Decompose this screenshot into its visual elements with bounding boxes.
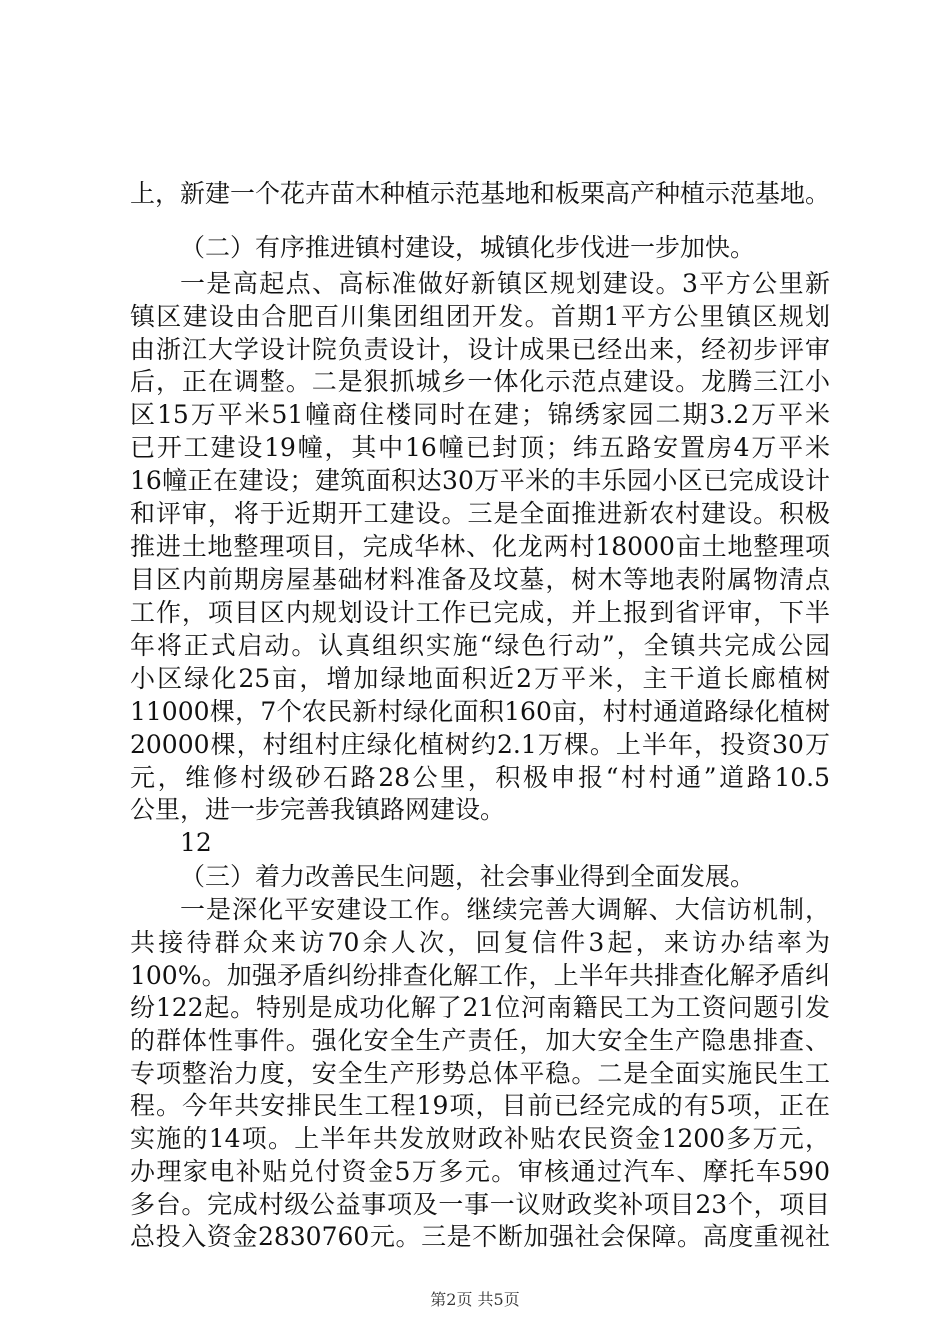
paragraph-line: 程。今年共安排民生工程19项，目前已经完成的有5项，正在 — [130, 1091, 830, 1120]
paragraph-line: 推进土地整理项目，完成华林、化龙两村18000亩土地整理项 — [130, 532, 830, 561]
paragraph-line: 专项整治力度，安全生产形势总体平稳。二是全面实施民生工 — [130, 1059, 830, 1088]
paragraph-line: 16幢正在建设；建筑面积达30万平米的丰乐园小区已完成设计 — [130, 466, 830, 495]
paragraph-line: 一是深化平安建设工作。继续完善大调解、大信访机制， — [180, 895, 830, 924]
section-heading-2: （二）有序推进镇村建设，城镇化步伐进一步加快。 — [180, 233, 756, 262]
paragraph-line: 年将正式启动。认真组织实施“绿色行动”，全镇共完成公园 — [130, 631, 830, 660]
paragraph-line: 已开工建设19幢，其中16幢已封顶；纬五路安置房4万平米 — [130, 433, 830, 462]
paragraph-line: 目区内前期房屋基础材料准备及坟墓，树木等地表附属物清点 — [130, 565, 830, 594]
paragraph-line: 工作，项目区内规划设计工作已完成，并上报到省评审，下半 — [130, 598, 830, 627]
page-footer: 第2页 共5页 — [430, 1290, 520, 1309]
paragraph-line: 多台。完成村级公益事项及一事一议财政奖补项目23个，项目 — [130, 1190, 830, 1219]
paragraph-line: 实施的14项。上半年共发放财政补贴农民资金1200多万元， — [130, 1124, 830, 1153]
paragraph-line: 一是高起点、高标准做好新镇区规划建设。3平方公里新 — [180, 269, 830, 298]
paragraph-line: 11000棵，7个农民新村绿化面积160亩，村村通道路绿化植树 — [130, 697, 830, 726]
paragraph-line: 小区绿化25亩，增加绿地面积近2万平米，主干道长廊植树 — [130, 664, 830, 693]
paragraph-line: 的群体性事件。强化安全生产责任，加大安全生产隐患排查、 — [130, 1026, 830, 1055]
section-heading-3: （三）着力改善民生问题，社会事业得到全面发展。 — [180, 862, 756, 891]
paragraph-line: 由浙江大学设计院负责设计，设计成果已经出来，经初步评审 — [130, 335, 830, 364]
paragraph-line: 100%。加强矛盾纠纷排查化解工作，上半年共排查化解矛盾纠 — [130, 961, 830, 990]
paragraph-line: 区15万平米51幢商住楼同时在建；锦绣家园二期3.2万平米 — [130, 400, 830, 429]
paragraph-line: 后，正在调整。二是狠抓城乡一体化示范点建设。龙腾三江小 — [130, 367, 830, 396]
page-marker-text: 12 — [180, 828, 212, 857]
paragraph-line: 镇区建设由合肥百川集团组团开发。首期1平方公里镇区规划 — [130, 302, 830, 331]
paragraph-line: 公里，进一步完善我镇路网建设。 — [130, 795, 506, 824]
paragraph-line: 办理家电补贴兑付资金5万多元。审核通过汽车、摩托车590 — [130, 1157, 830, 1186]
paragraph-line: 纷122起。特别是成功化解了21位河南籍民工为工资问题引发 — [130, 993, 830, 1022]
paragraph-line: 元，维修村级砂石路28公里，积极申报“村村通”道路10.5 — [130, 763, 830, 792]
paragraph-line: 和评审，将于近期开工建设。三是全面推进新农村建设。积极 — [130, 499, 830, 528]
paragraph-line: 20000棵，村组村庄绿化植树约2.1万棵。上半年，投资30万 — [130, 730, 830, 759]
paragraph-line: 上，新建一个花卉苗木种植示范基地和板栗高产种植示范基地。 — [130, 179, 831, 208]
paragraph-line: 共接待群众来访70余人次，回复信件3起，来访办结率为 — [130, 928, 830, 957]
paragraph-line: 总投入资金2830760元。三是不断加强社会保障。高度重视社 — [130, 1222, 830, 1251]
